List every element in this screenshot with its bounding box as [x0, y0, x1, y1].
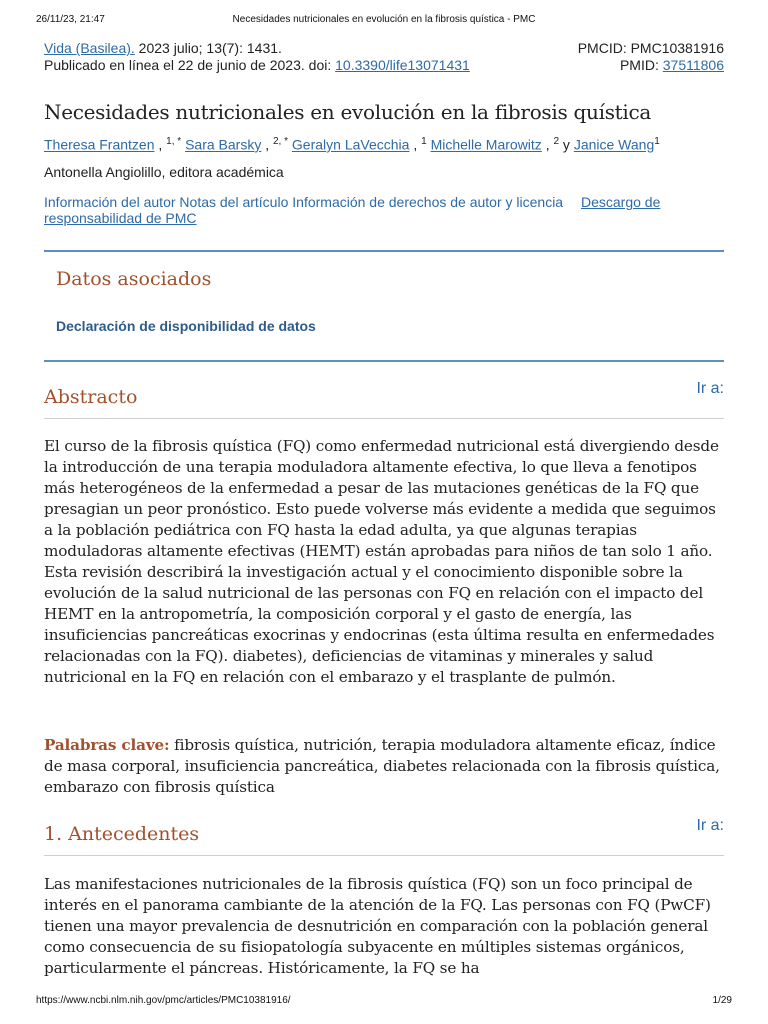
keywords-list: fibrosis quística, nutrición, terapia moduladora altamente eficaz, índice de masa corporal, insuficiencia pancreática, diabetes relacionada con la fibrosis quística, embarazo con fibrosis quística [44, 736, 720, 796]
divider [44, 418, 724, 419]
print-datetime: 26/11/23, 21:47 [36, 14, 105, 25]
journal-link[interactable]: Vida (Basilea). [44, 40, 135, 56]
abstract-goto-link[interactable]: Ir a: [696, 380, 724, 397]
author-info-link[interactable]: Información del autor [44, 194, 176, 210]
pmcid: PMCID: PMC10381916 [577, 40, 724, 56]
associated-data-box [44, 250, 724, 362]
data-availability-link[interactable]: Declaración de disponibilidad de datos [56, 318, 316, 334]
copyright-info-link[interactable]: Información de derechos de autor y licencia [292, 194, 564, 210]
print-footer [36, 995, 732, 1006]
author-affiliation: 2, * [273, 136, 289, 147]
pmid-link[interactable]: 37511806 [662, 57, 724, 73]
page-number: 1/29 [712, 995, 732, 1006]
author-affiliation: 1 [654, 136, 660, 147]
keywords [44, 735, 724, 798]
abstract-text: El curso de la fibrosis quística (FQ) como enfermedad nutricional está divergiendo desde la introducción de una terapia moduladora altamente efectiva, lo que lleva a fenotipos más heterogéneos de la enfermedad a pesar de las mutaciones genéticas de la FQ que presagian un peor pronóstico. Esto puede volverse más evidente a medida que seguimos a la población pediátrica con FQ hasta la edad adulta, ya que algunas terapias moduladoras altamente efectivas (HEMT) están aprobadas para niños de tan solo 1 año. Esta revisión describirá la investigación actual y el conocimiento disponible sobre la evolución de la salud nutricional de las personas con FQ en relación con el impacto del HEMT en la antropometría, la composición corporal y el gasto de energía, las insuficiencias pancreáticas exocrinas y endocrinas (esta última resulta en enfermedades relacionadas con la FQ). diabetes), deficiencias de vitaminas y minerales y salud nutricional en la FQ en relación con el embarazo y el trasplante de pulmón. [44, 437, 719, 686]
author-link[interactable]: Geralyn LaVecchia [291, 136, 410, 153]
academic-editor: Antonella Angiolillo, editora académica [44, 164, 284, 180]
author-affiliation: 1 [421, 136, 427, 147]
abstract-heading: Abstracto [44, 386, 138, 408]
author-link[interactable]: Theresa Frantzen [44, 136, 155, 153]
author-list: Theresa Frantzen , $^{1, *}$ Sara Barsky , $^{2, *}$ Geralyn LaVecchia , $^1$ Michelle Marowitz , $^2$ y Janice Wang$^1$ [44, 136, 660, 153]
print-url: https://www.ncbi.nlm.nih.gov/pmc/articles/PMC10381916/ [36, 995, 291, 1006]
print-page-title: Necesidades nutricionales en evolución en la fibrosis quística - PMC [232, 14, 536, 25]
background-goto-link[interactable]: Ir a: [696, 817, 724, 834]
pmc-disclaimer-link[interactable]: Descargo de responsabilidad de PMC [44, 194, 661, 226]
author-affiliation: 2 [553, 136, 560, 147]
article-title: Necesidades nutricionales en evolución en la fibrosis quística [44, 100, 652, 124]
article-notes-link[interactable]: Notas del artículo [179, 194, 289, 210]
divider [44, 855, 724, 856]
background-heading: 1. Antecedentes [44, 823, 200, 845]
keywords-label: Palabras clave: [44, 736, 170, 754]
author-link[interactable]: Janice Wang [573, 136, 655, 153]
citation [44, 40, 724, 74]
doi-link[interactable]: 10.3390/life13071431 [335, 57, 470, 73]
pmid-label: PMID: [619, 57, 663, 73]
associated-data-heading: Datos asociados [56, 268, 212, 290]
article-info-links [44, 194, 724, 226]
author-link[interactable]: Michelle Marowitz [430, 136, 542, 153]
author-link[interactable]: Sara Barsky [185, 136, 262, 153]
author-affiliation: 1, * [166, 136, 182, 147]
background-header [44, 817, 724, 853]
background-text: Las manifestaciones nutricionales de la fibrosis quística (FQ) son un foco principal de interés en el panorama cambiante de la atención de la FQ. Las personas con FQ (PwCF) tienen una mayor prevalencia de desnutrición en comparación con la población general como consecuencia de su fisiopatología subyacente en múltiples sistemas orgánicos, particularmente el páncreas. Históricamente, la FQ se ha [44, 875, 711, 977]
citation-issue: 2023 julio; 13(7): 1431. [134, 40, 282, 56]
abstract-header [44, 380, 724, 416]
published-date: Publicado en línea el 22 de junio de 2023. doi: [44, 57, 336, 73]
